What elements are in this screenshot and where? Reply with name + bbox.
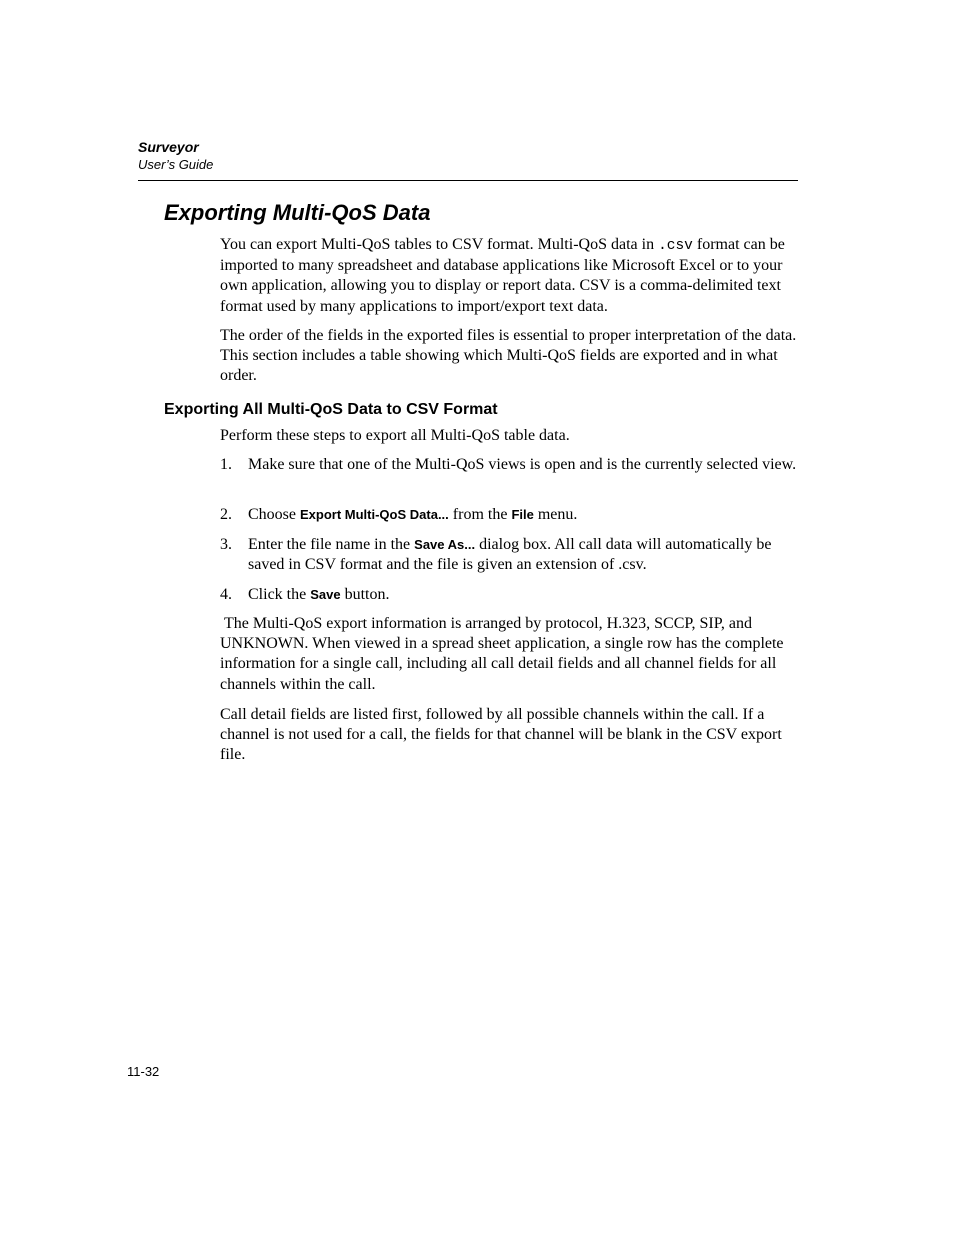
step-3 (220, 535, 798, 575)
menu-item-export-label: Export Multi-QoS Data... (300, 507, 449, 522)
step-text: Enter the file name in the Save As... dialog box. All call data will automatically be saved in CSV format and the file is given an extension of .csv. (248, 536, 772, 574)
running-header (138, 138, 213, 173)
step-number: 2. (220, 506, 232, 523)
export-arrangement-paragraph (220, 614, 798, 695)
step-number: 1. (220, 456, 232, 473)
para1-text-after: format can be imported to many spreadsheet and database applications like Microsoft Excel or to your own application, allowing you to display or report data. CSV is a comma-delimited text format used by many applications to import/export text data. (220, 236, 785, 315)
para1-text-before: You can export Multi-QoS tables to CSV format. Multi-QoS data in (220, 236, 659, 253)
para4-text: Call detail fields are listed first, followed by all possible channels within the call. If a channel is not used for a call, the fields for that channel will be blank in the CSV export file. (220, 706, 782, 764)
step-4 (220, 585, 798, 605)
step-2 (220, 505, 798, 525)
steps-intro-text: Perform these steps to export all Multi-QoS table data. (220, 427, 570, 444)
section-title: Exporting Multi-QoS Data (164, 200, 431, 225)
header-guide-subtitle: User’s Guide (138, 157, 214, 172)
steps-intro (220, 426, 798, 446)
step-1 (220, 455, 798, 475)
save-as-dialog-label: Save As... (414, 537, 476, 552)
save-button-label: Save (310, 587, 341, 602)
header-product-title: Surveyor (138, 139, 199, 155)
para3-text: The Multi-QoS export information is arranged by protocol, H.323, SCCP, SIP, and UNKNOWN. When viewed in a spread sheet application, a single row has the complete information for a single call, including all call detail fields and all channel fields for all channels within the call. (220, 615, 788, 693)
call-detail-fields-paragraph (220, 705, 798, 766)
field-order-paragraph (220, 326, 798, 387)
menu-file-label: File (511, 507, 534, 522)
para2-text: The order of the fields in the exported files is essential to proper interpretation of the data. This section includes a table showing which Multi-QoS fields are exported and in what order. (220, 327, 797, 385)
csv-extension-code: .csv (658, 238, 693, 254)
page-number: 11-32 (127, 1064, 160, 1079)
section-intro-paragraph (220, 235, 798, 317)
step-number: 3. (220, 536, 232, 553)
step-text: Make sure that one of the Multi-QoS views is open and is the currently selected view. (248, 456, 797, 473)
step-text: Choose Export Multi-QoS Data... from the File menu. (248, 506, 578, 523)
header-divider (138, 180, 798, 181)
step-text: Click the Save button. (248, 586, 390, 603)
step-number: 4. (220, 586, 232, 603)
subsection-title: Exporting All Multi-QoS Data to CSV Format (164, 401, 498, 418)
